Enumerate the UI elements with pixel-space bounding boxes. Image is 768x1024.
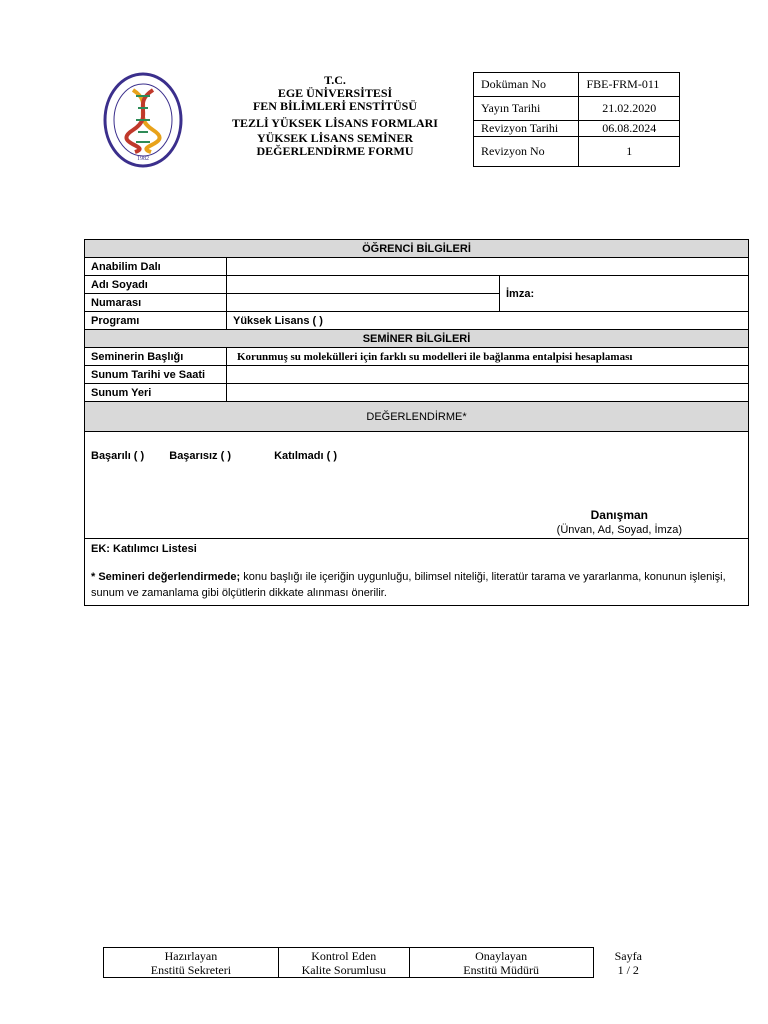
meta-row bbox=[474, 121, 680, 137]
header-line-6: DEĞERLENDİRME FORMU bbox=[256, 144, 414, 158]
header-line-1: T.C. bbox=[324, 73, 346, 87]
meta-label: Revizyon No bbox=[474, 137, 579, 167]
approved-by: Enstitü Müdürü bbox=[463, 962, 539, 977]
option-katilmadi[interactable]: Katılmadı ( ) bbox=[274, 450, 338, 462]
anabilim-field[interactable] bbox=[227, 258, 749, 276]
option-basarili[interactable]: Başarılı ( ) bbox=[91, 450, 145, 462]
evaluation-box bbox=[85, 432, 749, 539]
numara-label: Numarası bbox=[85, 294, 227, 312]
ek-attachment: EK: Katılımcı Listesi bbox=[91, 543, 197, 555]
seminar-title-label: Seminerin Başlığı bbox=[85, 348, 227, 366]
meta-label: Doküman No bbox=[474, 73, 579, 97]
document-header bbox=[205, 74, 465, 158]
adsoyad-field[interactable] bbox=[227, 276, 500, 294]
institute-logo bbox=[103, 72, 183, 168]
meta-value: 1 bbox=[579, 137, 680, 167]
imza-field[interactable] bbox=[500, 276, 749, 312]
notes-box bbox=[85, 539, 749, 606]
page-number: 1 / 2 bbox=[617, 962, 639, 977]
approved-title: Onaylayan bbox=[475, 948, 528, 963]
checked-by: Kalite Sorumlusu bbox=[301, 962, 386, 977]
evaluation-note bbox=[91, 569, 742, 601]
meta-row bbox=[474, 73, 680, 97]
evaluation-section-title: DEĞERLENDİRME* bbox=[85, 402, 749, 432]
prepared-title: Hazırlayan bbox=[164, 948, 218, 963]
numara-field[interactable] bbox=[227, 294, 500, 312]
approval-footer bbox=[103, 947, 663, 978]
imza-label: İmza: bbox=[506, 287, 535, 300]
institute-seal-icon bbox=[103, 72, 183, 168]
document-metadata-table bbox=[473, 72, 680, 167]
header-line-3: FEN BİLİMLERİ ENSTİTÜSÜ bbox=[252, 99, 418, 113]
seminar-section-title: SEMİNER BİLGİLERİ bbox=[85, 330, 749, 348]
seminar-place-label: Sunum Yeri bbox=[85, 384, 227, 402]
footer-page bbox=[593, 948, 663, 978]
prepared-by: Enstitü Sekreteri bbox=[150, 962, 232, 977]
student-section-title: ÖĞRENCİ BİLGİLERİ bbox=[85, 240, 749, 258]
checked-title: Kontrol Eden bbox=[311, 948, 377, 963]
footer-prepared bbox=[104, 948, 279, 978]
seminar-date-field[interactable] bbox=[227, 366, 749, 384]
program-field[interactable]: Yüksek Lisans ( ) bbox=[227, 312, 749, 330]
program-label: Programı bbox=[85, 312, 227, 330]
meta-value: 21.02.2020 bbox=[579, 97, 680, 121]
header-line-4: TEZLİ YÜKSEK LİSANS FORMLARI bbox=[232, 116, 438, 130]
meta-value: FBE-FRM-011 bbox=[579, 73, 680, 97]
seminar-title-field[interactable]: Korunmuş su molekülleri için farklı su modelleri ile bağlanma entalpisi hesaplaması bbox=[227, 348, 749, 366]
header-line-5: YÜKSEK LİSANS SEMİNER bbox=[256, 131, 414, 145]
seminar-date-label: Sunum Tarihi ve Saati bbox=[85, 366, 227, 384]
meta-row bbox=[474, 137, 680, 167]
anabilim-label: Anabilim Dalı bbox=[85, 258, 227, 276]
evaluation-options bbox=[91, 450, 359, 462]
option-basarisiz[interactable]: Başarısız ( ) bbox=[169, 450, 231, 462]
advisor-signature bbox=[557, 508, 682, 536]
advisor-label: Danışman bbox=[590, 508, 648, 522]
meta-label: Revizyon Tarihi bbox=[474, 121, 579, 137]
adsoyad-label: Adı Soyadı bbox=[85, 276, 227, 294]
meta-row bbox=[474, 97, 680, 121]
logo-year: 1982 bbox=[137, 156, 149, 162]
page-label: Sayfa bbox=[614, 948, 642, 963]
footer-checked bbox=[278, 948, 409, 978]
note-bold: * Semineri değerlendirmede; bbox=[91, 571, 241, 583]
seminar-place-field[interactable] bbox=[227, 384, 749, 402]
meta-label: Yayın Tarihi bbox=[474, 97, 579, 121]
advisor-sub: (Ünvan, Ad, Soyad, İmza) bbox=[556, 524, 682, 536]
seminar-form-table bbox=[84, 239, 749, 606]
header-line-2: EGE ÜNİVERSİTESİ bbox=[277, 86, 393, 100]
note-text: konu başlığı ile içeriğin uygunluğu, bilimsel niteliği, literatür tarama ve yararlanma, konunun işlenişi, sunum ve zamanlama gibi ölçütlerin dikkate alınması önerilir. bbox=[91, 571, 726, 599]
footer-approved bbox=[409, 948, 593, 978]
meta-value: 06.08.2024 bbox=[579, 121, 680, 137]
